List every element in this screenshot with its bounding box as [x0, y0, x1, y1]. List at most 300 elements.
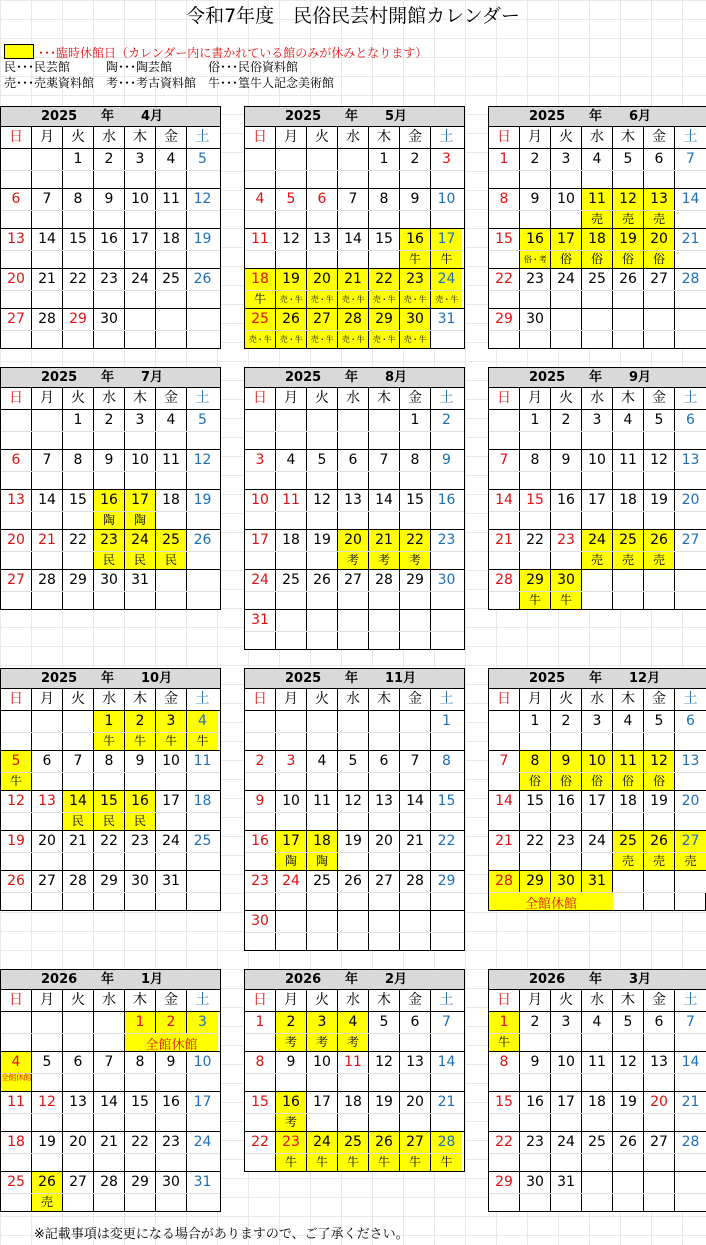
day-cell: 5 [613, 1012, 644, 1033]
day-cell: 12 [193, 191, 212, 207]
closure-note: 俗 [551, 251, 582, 268]
closure-note: 牛 [431, 251, 462, 268]
week-row [1, 450, 220, 490]
closure-note [520, 1154, 551, 1171]
day-cell: 25 [338, 1132, 369, 1153]
closure-note [675, 1034, 706, 1051]
day-cell: 30 [551, 570, 582, 591]
day-cell: 13 [307, 229, 338, 250]
week-row [489, 490, 706, 530]
closure-note [489, 773, 520, 790]
day-cell: 20 [1, 269, 32, 290]
legend-swatch-row [4, 44, 427, 61]
weekday-label: 金 [400, 990, 431, 1011]
closure-note [369, 1034, 400, 1051]
day-cell: 19 [32, 1132, 63, 1153]
day-cell: 23 [551, 831, 582, 852]
day-cell: 15 [63, 229, 94, 250]
closure-note [644, 1034, 675, 1051]
closure-note [400, 893, 431, 910]
day-cell: 21 [338, 269, 369, 290]
day-cell: 22 [369, 269, 400, 290]
weekday-row [1, 689, 220, 711]
closure-note [582, 1074, 613, 1091]
closure-note [551, 813, 582, 830]
day-cell: 2 [520, 149, 551, 170]
day-cell: 3 [307, 1012, 338, 1033]
day-cell: 6 [686, 412, 695, 428]
closure-note [551, 171, 582, 188]
legend-line-1: 民･･･民芸館 陶･･･陶芸館 俗･･･民俗資料館 [4, 60, 299, 74]
day-cell: 3 [582, 410, 613, 431]
day-cell: 2 [94, 149, 125, 170]
day-cell: 18 [613, 490, 644, 511]
day-cell [644, 871, 675, 892]
day-cell [613, 1172, 644, 1193]
week-row [1, 229, 220, 269]
day-cell: 11 [156, 189, 187, 210]
closure-note [400, 632, 431, 649]
day-cell: 21 [489, 831, 520, 852]
closure-note [489, 813, 520, 830]
closure-note: 売・牛 [400, 331, 431, 348]
closure-note: 売 [582, 211, 613, 228]
day-cell: 25 [582, 1132, 613, 1153]
closure-note [307, 512, 338, 529]
closure-note [489, 853, 520, 870]
day-cell: 28 [431, 1132, 462, 1153]
closure-note [582, 1114, 613, 1131]
weekday-label: 日 [489, 689, 520, 710]
day-cell: 8 [489, 189, 520, 210]
day-cell: 13 [644, 189, 675, 210]
calendar-month: 10月 [141, 671, 173, 686]
weekday-row [489, 388, 706, 410]
closure-note [489, 291, 520, 308]
calendar-month: 8月 [385, 370, 408, 385]
week-row [245, 229, 464, 269]
day-cell: 19 [613, 229, 644, 250]
closure-note [63, 853, 94, 870]
day-cell: 17 [125, 229, 156, 250]
closure-note [63, 1194, 94, 1211]
month-calendar [244, 106, 465, 349]
day-cell: 23 [94, 530, 125, 551]
weekday-label: 木 [125, 990, 156, 1011]
closure-note [369, 512, 400, 529]
month-calendar [488, 668, 706, 911]
closure-note [369, 251, 400, 268]
closure-note [125, 291, 156, 308]
day-cell: 1 [520, 410, 551, 431]
closure-note [400, 813, 431, 830]
closure-note [1, 733, 32, 750]
closure-note [307, 1074, 338, 1091]
closure-note [1, 171, 32, 188]
day-cell: 29 [125, 1172, 156, 1193]
day-cell: 2 [551, 410, 582, 431]
day-cell: 9 [520, 189, 551, 210]
day-cell: 1 [400, 410, 431, 431]
calendar-month: 11月 [385, 671, 417, 686]
day-cell: 30 [551, 871, 582, 892]
day-cell [32, 711, 63, 732]
closure-note [125, 1114, 156, 1131]
day-cell: 4 [156, 410, 187, 431]
day-cell: 28 [32, 309, 63, 330]
closure-note [276, 632, 307, 649]
day-cell: 14 [338, 229, 369, 250]
calendar-header [1, 368, 220, 388]
day-cell: 1 [63, 149, 94, 170]
closure-note: 俗 [644, 251, 675, 268]
day-cell: 9 [156, 1052, 187, 1073]
closure-note [125, 773, 156, 790]
day-cell: 1 [63, 410, 94, 431]
day-cell: 4 [276, 450, 307, 471]
closure-note [675, 893, 706, 910]
closure-note [551, 472, 582, 489]
closure-note [1, 592, 32, 609]
weekday-label: 土 [195, 129, 210, 145]
week-row [1, 791, 220, 831]
closure-note [1, 1154, 32, 1171]
day-cell: 27 [307, 309, 338, 330]
weekday-label: 水 [338, 388, 369, 409]
day-cell [307, 711, 338, 732]
day-cell: 24 [193, 1134, 212, 1150]
closure-note: 牛 [338, 1154, 369, 1171]
day-cell: 7 [338, 189, 369, 210]
day-cell: 5 [369, 1012, 400, 1033]
closure-note [125, 432, 156, 449]
closure-note: 牛 [369, 1154, 400, 1171]
closure-note [520, 733, 551, 750]
day-cell: 4 [245, 189, 276, 210]
closure-note [156, 592, 187, 609]
closure-note [125, 1154, 156, 1171]
day-cell: 20 [400, 1092, 431, 1113]
day-cell: 9 [442, 452, 451, 468]
closure-note [63, 291, 94, 308]
closure-note [431, 1114, 462, 1131]
weekday-label: 木 [613, 689, 644, 710]
day-cell: 22 [400, 530, 431, 551]
closure-note [338, 171, 369, 188]
day-cell: 16 [156, 1092, 187, 1113]
closure-note [369, 893, 400, 910]
weekday-label: 火 [63, 388, 94, 409]
day-cell: 25 [613, 831, 644, 852]
calendar-header [489, 970, 706, 990]
closure-note [32, 733, 63, 750]
closure-note [551, 211, 582, 228]
day-cell: 25 [582, 269, 613, 290]
closure-note [125, 171, 156, 188]
day-cell: 15 [437, 793, 456, 809]
week-row [489, 1132, 706, 1172]
calendar-month: 6月 [629, 109, 652, 124]
closure-note [156, 1194, 187, 1211]
day-cell: 17 [551, 229, 582, 250]
day-cell: 11 [1, 1092, 32, 1113]
calendar-year: 2026 [41, 972, 78, 987]
day-cell: 16 [245, 831, 276, 852]
closure-note: 牛 [156, 733, 187, 750]
week-row [1, 1012, 220, 1052]
closure-note [520, 291, 551, 308]
closure-note [400, 432, 431, 449]
day-cell: 2 [156, 1012, 187, 1033]
weekday-row [245, 990, 464, 1012]
closure-note [644, 291, 675, 308]
closure-note [582, 592, 613, 609]
closure-note [187, 552, 218, 569]
day-cell [582, 309, 613, 330]
closure-note [63, 1114, 94, 1131]
closure-note [125, 1194, 156, 1211]
day-cell: 9 [520, 1052, 551, 1073]
closure-note [338, 251, 369, 268]
day-cell: 23 [520, 269, 551, 290]
day-cell [32, 149, 63, 170]
closure-note [520, 331, 551, 348]
closure-note [551, 432, 582, 449]
day-cell: 16 [520, 229, 551, 250]
day-cell: 6 [369, 751, 400, 772]
weekday-label: 木 [125, 388, 156, 409]
day-cell: 5 [276, 189, 307, 210]
closure-note [187, 171, 218, 188]
day-cell: 22 [94, 831, 125, 852]
weekday-label: 水 [582, 388, 613, 409]
closure-note [520, 853, 551, 870]
weekday-label: 日 [1, 388, 32, 409]
page-title: 令和7年度 民俗民芸村開館カレンダー [186, 5, 520, 27]
day-cell [276, 410, 307, 431]
day-cell: 16 [94, 229, 125, 250]
day-cell: 23 [156, 1132, 187, 1153]
day-cell: 27 [1, 570, 32, 591]
day-cell: 1 [489, 149, 520, 170]
closure-note [644, 592, 675, 609]
closure-note: 売・牛 [276, 331, 307, 348]
month-calendar [0, 106, 221, 349]
closure-note [613, 733, 644, 750]
day-cell: 18 [245, 269, 276, 290]
closure-note [307, 632, 338, 649]
closure-note: 牛 [187, 733, 218, 750]
day-cell: 23 [245, 871, 276, 892]
closure-note: 売・牛 [369, 291, 400, 308]
closure-note [369, 1074, 400, 1091]
month-calendar [488, 106, 706, 349]
day-cell: 23 [400, 269, 431, 290]
weekday-label: 火 [63, 990, 94, 1011]
day-cell: 7 [442, 1014, 451, 1030]
closure-note: 牛 [125, 733, 156, 750]
closure-note [156, 1154, 187, 1171]
day-cell: 18 [307, 831, 338, 852]
closure-note [63, 472, 94, 489]
day-cell: 30 [520, 1172, 551, 1193]
weekday-label: 月 [520, 127, 551, 148]
closure-note [32, 291, 63, 308]
closure-note [32, 813, 63, 830]
day-cell [245, 711, 276, 732]
day-cell: 24 [551, 269, 582, 290]
week-row [489, 570, 706, 609]
closure-note: 売 [644, 853, 675, 870]
day-cell: 16 [400, 229, 431, 250]
closure-note [187, 251, 218, 268]
day-cell: 24 [431, 269, 462, 290]
weekday-label: 月 [32, 990, 63, 1011]
day-cell: 19 [193, 492, 212, 508]
weekday-label: 火 [551, 689, 582, 710]
day-cell: 11 [582, 189, 613, 210]
closure-note: 売・牛 [276, 291, 307, 308]
day-cell: 16 [520, 1092, 551, 1113]
closure-note: 民 [125, 813, 156, 830]
closure-note [1, 291, 32, 308]
closure-note [187, 211, 218, 228]
week-row [489, 831, 706, 871]
closure-note: 俗 [520, 773, 551, 790]
day-cell: 6 [338, 450, 369, 471]
day-cell: 6 [32, 751, 63, 772]
closure-note: 牛 [307, 1154, 338, 1171]
day-cell [187, 570, 218, 591]
weekday-label: 水 [582, 127, 613, 148]
closure-note [1, 1034, 32, 1051]
closure-note [338, 472, 369, 489]
day-cell: 2 [125, 711, 156, 732]
day-cell: 18 [276, 530, 307, 551]
calendar-year-suffix: 年 [345, 972, 359, 987]
weekday-row [1, 990, 220, 1012]
day-cell [369, 911, 400, 932]
closure-note: 売・牛 [307, 331, 338, 348]
closure-note [675, 1074, 706, 1091]
closure-note: 売 [613, 853, 644, 870]
week-row [489, 1052, 706, 1092]
day-cell: 4 [187, 711, 218, 732]
weekday-label: 日 [489, 127, 520, 148]
weekday-label: 金 [156, 127, 187, 148]
calendar-header [245, 368, 464, 388]
closure-note [94, 472, 125, 489]
day-cell: 14 [94, 1092, 125, 1113]
closure-note [94, 291, 125, 308]
day-cell [1, 1012, 32, 1033]
closure-note [63, 512, 94, 529]
closure-note: 売 [644, 552, 675, 569]
closure-note [1, 1114, 32, 1131]
day-cell: 13 [400, 1052, 431, 1073]
weekday-label: 木 [369, 127, 400, 148]
calendar-year-suffix: 年 [345, 109, 359, 124]
weekday-label: 火 [307, 388, 338, 409]
day-cell: 12 [644, 751, 675, 772]
closure-note [187, 1074, 218, 1091]
closure-note [400, 472, 431, 489]
day-cell: 17 [551, 1092, 582, 1113]
weekday-label: 木 [613, 127, 644, 148]
calendar-month: 7月 [141, 370, 164, 385]
week-row [245, 1052, 464, 1092]
closure-note [32, 512, 63, 529]
month-calendar [488, 367, 706, 610]
closure-note [489, 472, 520, 489]
closure-note [1, 512, 32, 529]
day-cell: 16 [437, 492, 456, 508]
calendar-month: 9月 [629, 370, 652, 385]
week-row [245, 791, 464, 831]
day-cell: 12 [613, 1052, 644, 1073]
closure-note [400, 773, 431, 790]
calendar-month: 3月 [629, 972, 652, 987]
weekday-label: 土 [439, 129, 454, 145]
calendar-year-suffix: 年 [101, 671, 115, 686]
day-cell: 7 [32, 189, 63, 210]
closure-note: 牛 [489, 1034, 520, 1051]
closure-note: 売・牛 [369, 331, 400, 348]
day-cell: 24 [307, 1132, 338, 1153]
closure-note [338, 512, 369, 529]
weekday-label: 火 [307, 990, 338, 1011]
day-cell: 21 [437, 1094, 456, 1110]
day-cell: 15 [489, 229, 520, 250]
day-cell: 17 [582, 490, 613, 511]
weekday-label: 日 [1, 127, 32, 148]
closure-note [582, 291, 613, 308]
week-row [245, 410, 464, 450]
weekday-label: 水 [582, 990, 613, 1011]
closure-note: 考 [338, 552, 369, 569]
weekday-row [489, 127, 706, 149]
day-cell: 12 [1, 791, 32, 812]
day-cell: 28 [489, 570, 520, 591]
day-cell [125, 309, 156, 330]
closure-note [125, 853, 156, 870]
closure-note [369, 171, 400, 188]
day-cell: 7 [489, 751, 520, 772]
month-calendar [244, 668, 465, 951]
day-cell: 25 [156, 269, 187, 290]
week-row [1, 1132, 220, 1172]
weekday-label: 日 [245, 127, 276, 148]
day-cell: 8 [520, 751, 551, 772]
closure-note [32, 211, 63, 228]
day-cell: 12 [338, 791, 369, 812]
month-calendar [244, 969, 465, 1172]
closure-note [245, 893, 276, 910]
closure-note [369, 853, 400, 870]
day-cell: 1 [520, 711, 551, 732]
day-cell: 16 [551, 791, 582, 812]
day-cell: 22 [489, 269, 520, 290]
closure-note [125, 893, 156, 910]
closure-note [613, 331, 644, 348]
closure-note [32, 773, 63, 790]
weekday-label: 金 [644, 689, 675, 710]
day-cell [431, 610, 462, 631]
day-cell: 23 [276, 1132, 307, 1153]
closure-note [551, 1154, 582, 1171]
weekday-row [245, 388, 464, 410]
closure-note [431, 211, 462, 228]
